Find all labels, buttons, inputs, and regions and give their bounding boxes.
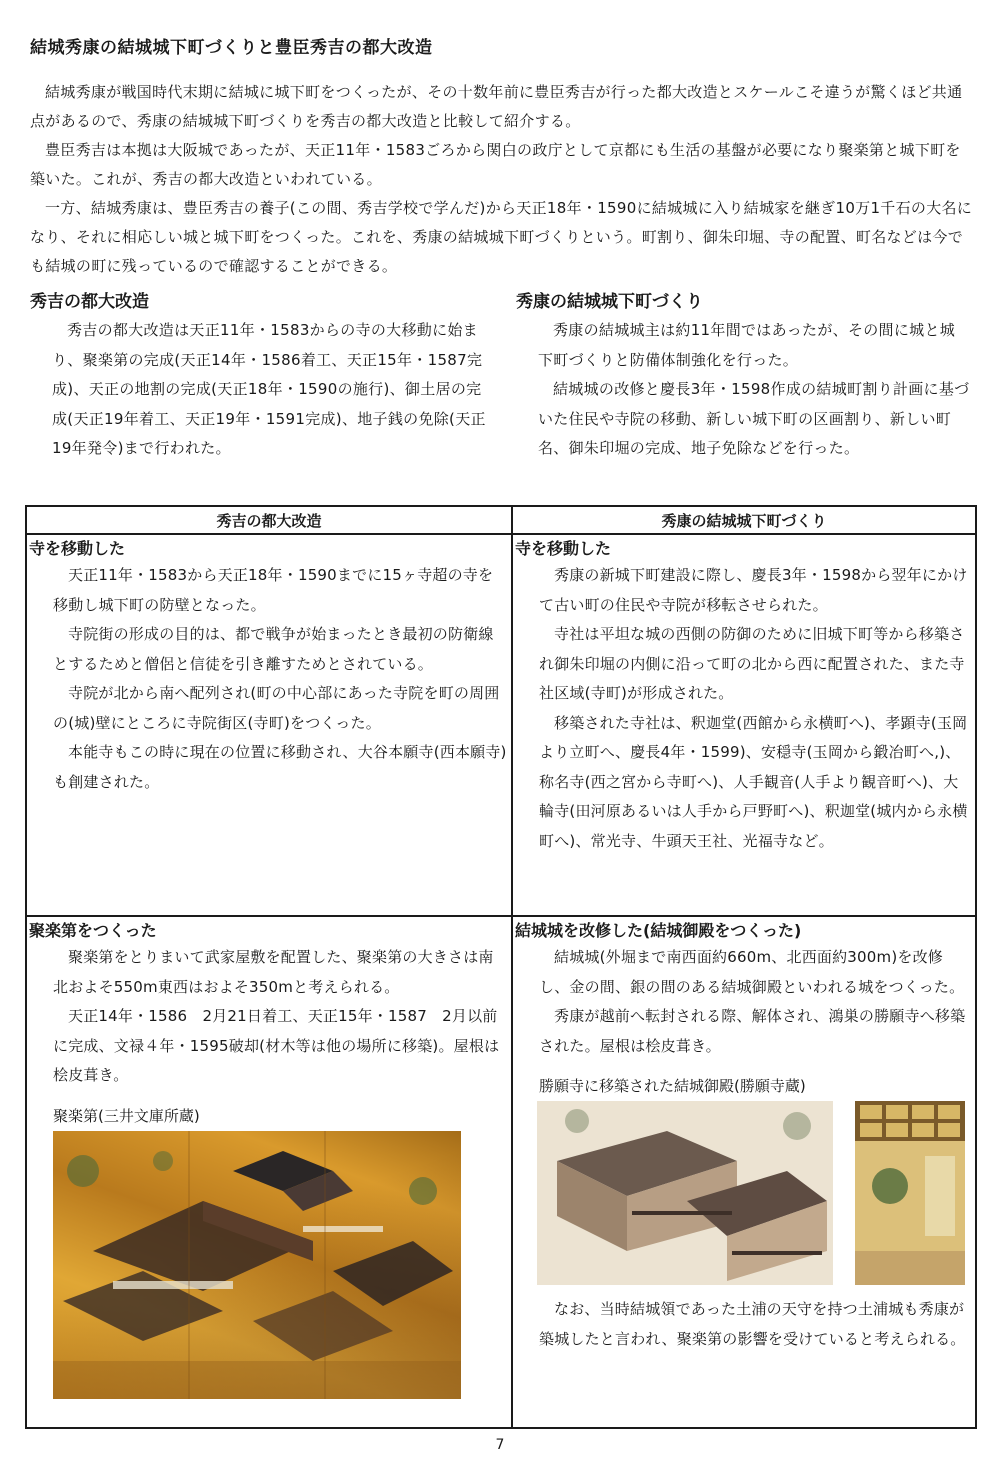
table-cell bbox=[26, 534, 512, 916]
right-column-paragraph: 結城城の改修と慶長3年・1598作成の結城町割り計画に基づいた住民や寺院の移動、新しい城下町の区画割り、新しい町名、御朱印堀の完成、地子免除などを行った。 bbox=[538, 380, 970, 457]
left-column-paragraph: 秀吉の都大改造は天正11年・1583からの寺の大移動に始まり、聚楽第の完成(天正14年・1586着工、天正15年・1587完成)、天正の地割の完成(天正18年・1590の施行)、御土居の完成(天正19年着工、天正19年・1591完成)、地子銭の免除(天正19年発令)まで行われた。 bbox=[52, 321, 486, 457]
cell-body bbox=[513, 561, 975, 856]
cell-heading: 聚楽第をつくった bbox=[29, 921, 157, 940]
table-header-left: 秀吉の都大改造 bbox=[26, 506, 512, 534]
table-header-right: 秀康の結城城下町づくり bbox=[512, 506, 976, 534]
cell-paragraph: 本能寺もこの時に現在の位置に移動され、大谷本願寺(西本願寺)も創建された。 bbox=[53, 743, 507, 791]
table-cell bbox=[512, 916, 976, 1428]
page-number: 7 bbox=[495, 1437, 505, 1453]
yuki-goten-painting-image bbox=[537, 1101, 833, 1285]
cell-body bbox=[27, 943, 511, 1091]
right-column-paragraph: 秀康の結城城主は約11年間ではあったが、その間に城と城下町づくりと防備体制強化を行った。 bbox=[538, 321, 956, 369]
left-column-heading: 秀吉の都大改造 bbox=[30, 292, 149, 312]
cell-body bbox=[513, 943, 975, 1061]
jurakudai-painting-art bbox=[53, 1131, 461, 1399]
cell-paragraph: 結城城(外堀まで南西面約660m、北西面約300m)を改修し、金の間、銀の間のある結城御殿といわれる城をつくった。 bbox=[539, 948, 965, 996]
image-caption: 勝願寺に移築された結城御殿(勝願寺蔵) bbox=[539, 1077, 806, 1095]
cell-paragraph: 秀康が越前へ転封される際、解体され、鴻巣の勝願寺へ移築された。屋根は桧皮葺き。 bbox=[539, 1007, 966, 1055]
cell-heading: 寺を移動した bbox=[515, 539, 612, 558]
right-column-heading: 秀康の結城城下町づくり bbox=[516, 292, 703, 312]
intro-paragraph: 結城秀康が戦国時代末期に結城に城下町をつくったが、その十数年前に豊臣秀吉が行った都大改造とスケールこそ違うが驚くほど共通点があるので、秀康の結城城下町づくりを秀吉の都大改造と比較して紹介する。 bbox=[30, 83, 963, 130]
closing-note: なお、当時結城領であった土浦の天守を持つ土浦城も秀康が築城したと言われ、聚楽第の影響を受けていると考えられる。 bbox=[539, 1300, 966, 1348]
right-column-text bbox=[538, 316, 970, 464]
goten-interior-art bbox=[855, 1101, 965, 1285]
cell-paragraph: 天正11年・1583から天正18年・1590までに15ヶ寺超の寺を移動し城下町の防壁となった。 bbox=[53, 566, 494, 614]
image-caption: 聚楽第(三井文庫所蔵) bbox=[53, 1106, 200, 1125]
table-row bbox=[26, 916, 976, 1428]
cell-heading: 寺を移動した bbox=[29, 539, 126, 558]
cell-body bbox=[513, 1295, 975, 1354]
yuki-goten-painting-art bbox=[537, 1101, 833, 1285]
cell-paragraph: 寺社は平坦な城の西側の防御のために旧城下町等から移築され御朱印堀の内側に沿って町の北から西に配置された、また寺社区域(寺町)が形成された。 bbox=[539, 625, 965, 702]
cell-paragraph: 寺院が北から南へ配列され(町の中心部にあった寺院を町の周囲の(城)壁にところに寺院街区(寺町)をつくった。 bbox=[53, 684, 500, 732]
photo-row bbox=[537, 1101, 975, 1285]
intro-paragraph: 豊臣秀吉は本拠は大阪城であったが、天正11年・1583ごろから関白の政庁として京都にも生活の基盤が必要になり聚楽第と城下町を築いた。これが、秀吉の都大改造といわれている。 bbox=[30, 141, 961, 188]
cell-paragraph: 寺院街の形成の目的は、都で戦争が始まったとき最初の防衛線とするためと僧侶と信徒を引き離すためとされている。 bbox=[53, 625, 494, 673]
cell-paragraph: 秀康の新城下町建設に際し、慶長3年・1598から翌年にかけて古い町の住民や寺院が移転させられた。 bbox=[539, 566, 968, 614]
cell-body bbox=[27, 561, 511, 797]
cell-paragraph: 移築された寺社は、釈迦堂(西館から永横町へ)、孝顕寺(玉岡より立町へ、慶長4年・1599)、安穏寺(玉岡から鍛冶町へ,)、称名寺(西之宮から寺町へ)、人手観音(人手より観音町へ)、大輪寺(田河原あるいは人手から戸野町へ)、釈迦堂(城内から永横町へ)、常光寺、牛頭天王社、光福寺など。 bbox=[539, 713, 968, 850]
left-column-text bbox=[52, 316, 492, 464]
intro-paragraph: 一方、結城秀康は、豊臣秀吉の養子(この間、秀吉学校で学んだ)から天正18年・1590に結城城に入り結城家を継ぎ10万1千石の大名になり、それに相応しい城と城下町をつくった。これを、秀康の結城城下町づくりという。町割り、御朱印堀、寺の配置、町名などは今でも結城の町に残っているので確認することができる。 bbox=[30, 199, 973, 275]
page-title: 結城秀康の結城城下町づくりと豊臣秀吉の都大改造 bbox=[30, 38, 433, 58]
jurakudai-painting-image bbox=[53, 1131, 461, 1399]
cell-paragraph: 天正14年・1586 2月21日着工、天正15年・1587 2月以前に完成、文禄４年・1595破却(材木等は他の場所に移築)。屋根は桧皮葺き。 bbox=[53, 1007, 500, 1084]
cell-heading: 結城城を改修した(結城御殿をつくった) bbox=[515, 921, 802, 940]
table-row bbox=[26, 534, 976, 916]
intro bbox=[30, 78, 975, 281]
cell-paragraph: 聚楽第をとりまいて武家屋敷を配置した、聚楽第の大きさは南北およそ550m東西はおよそ350mと考えられる。 bbox=[53, 948, 494, 996]
table-cell bbox=[512, 534, 976, 916]
goten-interior-photo bbox=[855, 1101, 965, 1285]
comparison-table bbox=[25, 505, 977, 1429]
table-cell bbox=[26, 916, 512, 1428]
